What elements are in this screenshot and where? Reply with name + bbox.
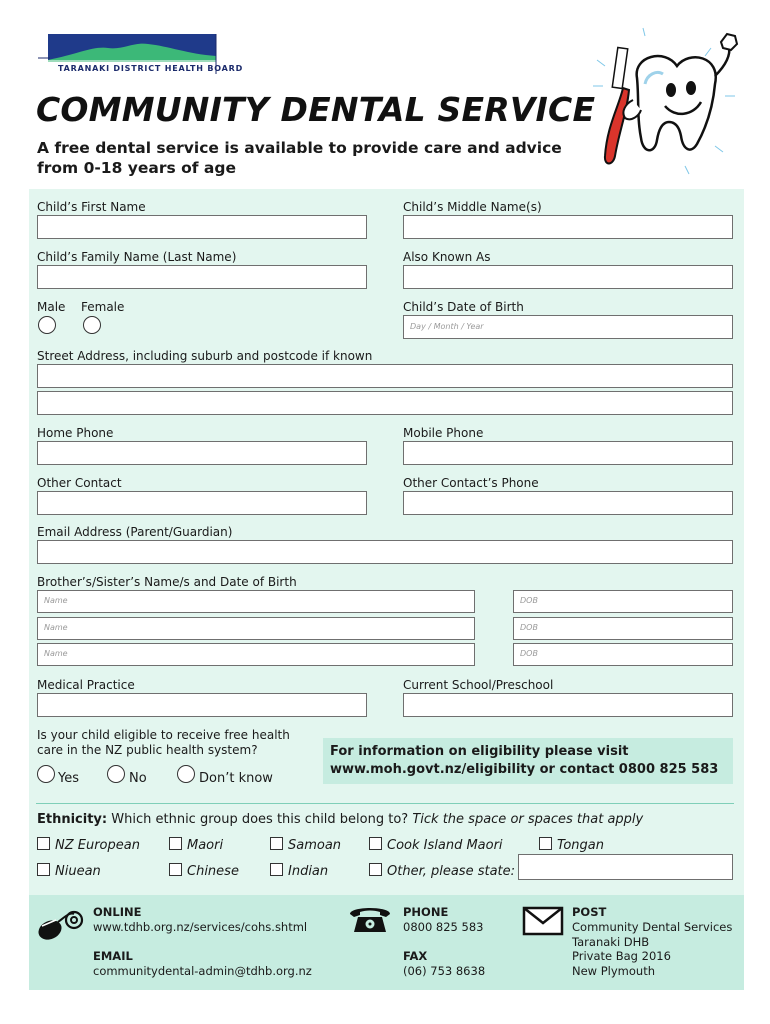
phone-heading: PHONE: [403, 905, 449, 919]
sibling-dob-placeholder: DOB: [520, 596, 538, 605]
org-name: TARANAKI DISTRICT HEALTH BOARD: [58, 64, 244, 73]
eligibility-question-line-2: care in the NZ public health system?: [37, 743, 258, 757]
sibling-name-placeholder: Name: [44, 623, 68, 632]
eligible-yes-radio[interactable]: [37, 765, 55, 783]
mouse-at-icon: [36, 906, 84, 942]
address-field-line-2[interactable]: [37, 391, 733, 415]
medical-practice-label: Medical Practice: [37, 678, 135, 692]
school-field[interactable]: [403, 693, 733, 717]
sibling-dob-field[interactable]: [513, 590, 733, 613]
aka-field[interactable]: [403, 265, 733, 289]
eligible-dont-know-radio[interactable]: [177, 765, 195, 783]
other-contact-label: Other Contact: [37, 476, 122, 490]
fax-heading: FAX: [403, 949, 428, 963]
aka-label: Also Known As: [403, 250, 491, 264]
dob-label: Child’s Date of Birth: [403, 300, 524, 314]
email-address-link[interactable]: communitydental-admin@tdhb.org.nz: [93, 964, 312, 978]
medical-practice-field[interactable]: [37, 693, 367, 717]
ethnicity-option-label: Other, please state:: [387, 864, 516, 879]
eligible-yes-label: Yes: [58, 771, 79, 786]
ethnicity-option-label: Chinese: [187, 864, 239, 879]
ethnicity-chinese-checkbox[interactable]: [169, 863, 182, 876]
school-label: Current School/Preschool: [403, 678, 554, 692]
ethnicity-samoan-checkbox[interactable]: [270, 837, 283, 850]
tooth-mascot-icon: [585, 26, 745, 176]
other-contact-phone-field[interactable]: [403, 491, 733, 515]
other-contact-phone-label: Other Contact’s Phone: [403, 476, 539, 490]
eligibility-info-line-1: For information on eligibility please visit: [330, 744, 629, 759]
mobile-phone-field[interactable]: [403, 441, 733, 465]
sibling-dob-field[interactable]: [513, 643, 733, 666]
sibling-name-field[interactable]: [37, 590, 475, 613]
email-label: Email Address (Parent/Guardian): [37, 525, 233, 539]
post-address-line: Community Dental Services: [572, 920, 733, 934]
ethnicity-niuean-checkbox[interactable]: [37, 863, 50, 876]
page-title: COMMUNITY DENTAL SERVICE: [36, 90, 596, 129]
first-name-label: Child’s First Name: [37, 200, 146, 214]
sibling-name-field[interactable]: [37, 643, 475, 666]
sibling-name-placeholder: Name: [44, 649, 68, 658]
sibling-dob-placeholder: DOB: [520, 623, 538, 632]
home-phone-label: Home Phone: [37, 426, 114, 440]
post-heading: POST: [572, 905, 607, 919]
ethnicity-indian-checkbox[interactable]: [270, 863, 283, 876]
post-address-line: Taranaki DHB: [572, 935, 650, 949]
ethnicity-label: Ethnicity:: [37, 812, 108, 827]
online-url-link[interactable]: www.tdhb.org.nz/services/cohs.shtml: [93, 920, 308, 934]
ethnicity-option-label: Maori: [187, 838, 224, 853]
family-name-label: Child’s Family Name (Last Name): [37, 250, 237, 264]
eligible-no-label: No: [129, 771, 147, 786]
ethnicity-tongan-checkbox[interactable]: [539, 837, 552, 850]
sibling-name-placeholder: Name: [44, 596, 68, 605]
eligible-dont-know-label: Don’t know: [199, 771, 273, 786]
envelope-icon: [522, 906, 564, 936]
other-contact-field[interactable]: [37, 491, 367, 515]
eligible-no-radio[interactable]: [107, 765, 125, 783]
sibling-dob-field[interactable]: [513, 617, 733, 640]
sibling-name-field[interactable]: [37, 617, 475, 640]
page-subtitle: A free dental service is available to provide care and advice from 0-18 years of age: [37, 139, 562, 177]
ethnicity-hint: Tick the space or spaces that apply: [412, 812, 644, 827]
middle-name-label: Child’s Middle Name(s): [403, 200, 542, 214]
fax-number: (06) 753 8638: [403, 964, 486, 978]
mobile-phone-label: Mobile Phone: [403, 426, 484, 440]
ethnicity-option-label: NZ European: [55, 838, 140, 853]
ethnicity-option-label: Niuean: [55, 864, 101, 879]
eligibility-info-line-2: www.moh.govt.nz/eligibility or contact 0800 825 583: [330, 762, 719, 777]
sibling-dob-placeholder: DOB: [520, 649, 538, 658]
ethnicity-option-label: Samoan: [288, 838, 342, 853]
ethnicity-prompt: [37, 812, 643, 827]
family-name-field[interactable]: [37, 265, 367, 289]
siblings-label: Brother’s/Sister’s Name/s and Date of Birth: [37, 575, 297, 589]
email-heading: EMAIL: [93, 949, 133, 963]
dob-field[interactable]: [403, 315, 733, 339]
telephone-icon: [346, 904, 394, 936]
dob-placeholder: Day / Month / Year: [410, 322, 484, 331]
ethnicity-other-field[interactable]: [518, 854, 733, 880]
home-phone-field[interactable]: [37, 441, 367, 465]
ethnicity-question: Which ethnic group does this child belong to?: [111, 812, 409, 827]
ethnicity-option-label: Indian: [288, 864, 329, 879]
section-divider: [36, 803, 734, 804]
first-name-field[interactable]: [37, 215, 367, 239]
ethnicity-cook-island-maori-checkbox[interactable]: [369, 837, 382, 850]
post-address-line: New Plymouth: [572, 964, 655, 978]
online-heading: ONLINE: [93, 905, 142, 919]
ethnicity-option-label: Tongan: [557, 838, 604, 853]
phone-number: 0800 825 583: [403, 920, 484, 934]
female-label: Female: [81, 300, 125, 314]
email-field[interactable]: [37, 540, 733, 564]
eligibility-question-line-1: Is your child eligible to receive free health: [37, 728, 290, 742]
middle-name-field[interactable]: [403, 215, 733, 239]
address-label: Street Address, including suburb and postcode if known: [37, 349, 373, 363]
ethnicity-nz-european-checkbox[interactable]: [37, 837, 50, 850]
address-field-line-1[interactable]: [37, 364, 733, 388]
post-address-line: Private Bag 2016: [572, 949, 671, 963]
male-radio[interactable]: [38, 316, 56, 334]
ethnicity-other-checkbox[interactable]: [369, 863, 382, 876]
ethnicity-option-label: Cook Island Maori: [387, 838, 503, 853]
ethnicity-maori-checkbox[interactable]: [169, 837, 182, 850]
male-label: Male: [37, 300, 66, 314]
female-radio[interactable]: [83, 316, 101, 334]
